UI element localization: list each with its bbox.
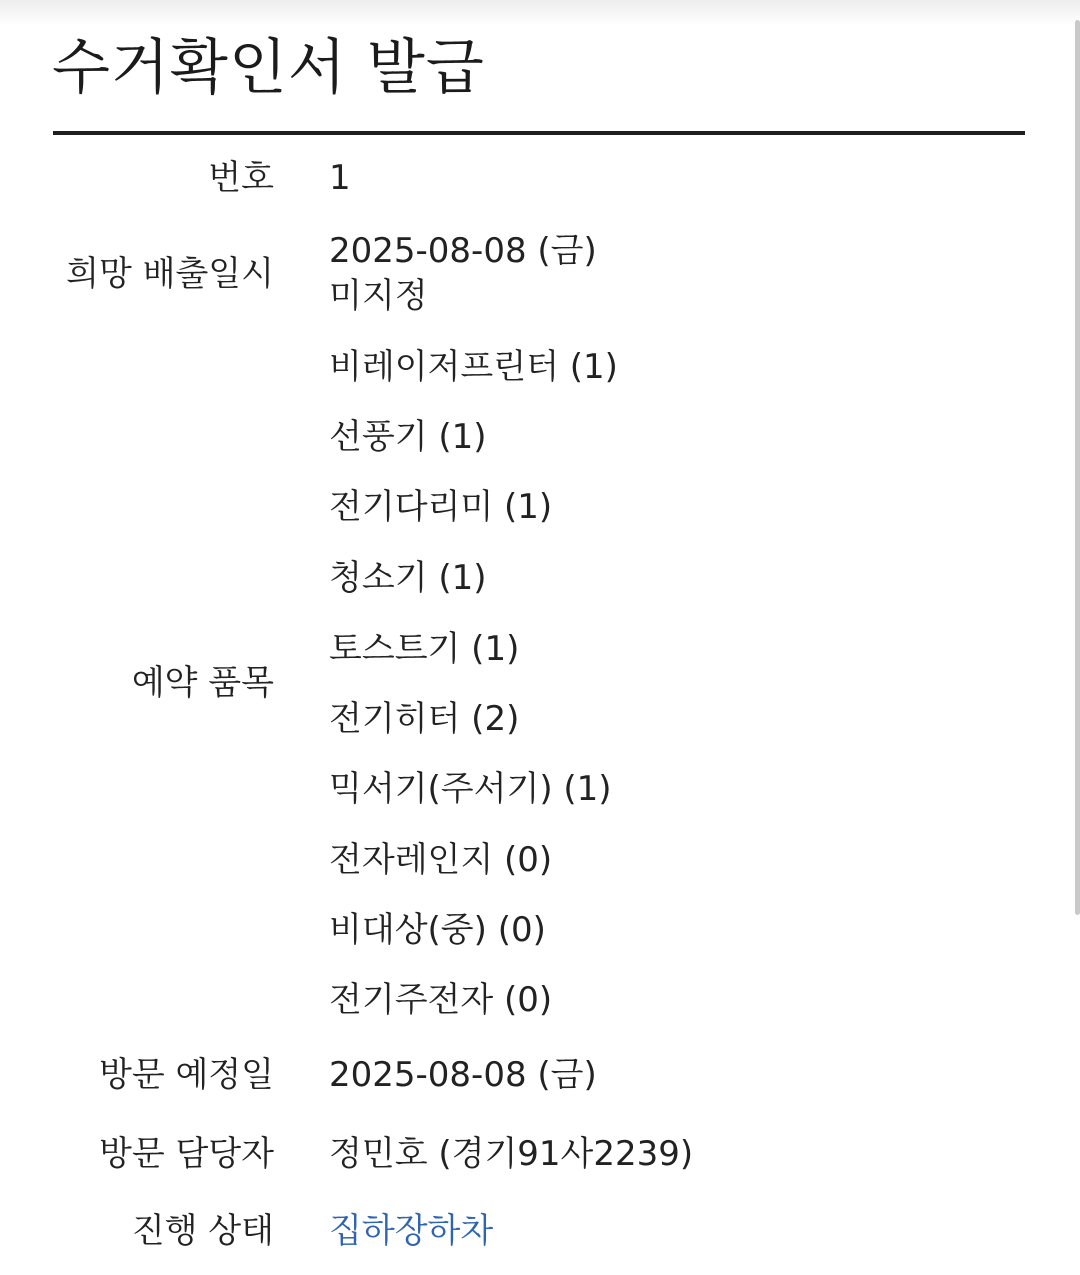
reserved-item: 선풍기 (1) xyxy=(329,417,487,457)
reserved-item: 청소기 (1) xyxy=(329,558,487,598)
reserved-item: 토스트기 (1) xyxy=(329,629,520,669)
reserved-item: 비레이저프린터 (1) xyxy=(329,347,618,387)
number-value: 1 xyxy=(329,158,351,198)
reserved-item: 비대상(중) (0) xyxy=(329,910,546,950)
visit-date-value: 2025-08-08 (금) xyxy=(329,1055,597,1095)
visit-staff-label: 방문 담당자 xyxy=(98,1134,274,1174)
visit-staff-value: 정민호 (경기91사2239) xyxy=(329,1134,694,1174)
reserved-item: 전자레인지 (0) xyxy=(329,840,553,880)
number-label: 번호 xyxy=(208,158,274,198)
status-label: 진행 상태 xyxy=(131,1211,274,1251)
scrollbar[interactable] xyxy=(1075,20,1080,915)
status-link[interactable]: 집하장하차 xyxy=(329,1211,494,1251)
desired-date-value: 2025-08-08 (금) xyxy=(329,231,597,271)
top-shadow xyxy=(0,0,1080,26)
desired-time-value: 미지정 xyxy=(329,276,428,316)
title-divider xyxy=(53,131,1025,135)
reserved-item: 전기다리미 (1) xyxy=(329,487,553,527)
visit-date-label: 방문 예정일 xyxy=(98,1055,274,1095)
page-title: 수거확인서 발급 xyxy=(52,33,485,103)
desired-date-label: 희망 배출일시 xyxy=(66,254,274,294)
reserved-items-label: 예약 품목 xyxy=(131,663,274,703)
reserved-item: 전기히터 (2) xyxy=(329,699,520,739)
reserved-item: 믹서기(주서기) (1) xyxy=(329,769,612,809)
reserved-item: 전기주전자 (0) xyxy=(329,980,553,1020)
